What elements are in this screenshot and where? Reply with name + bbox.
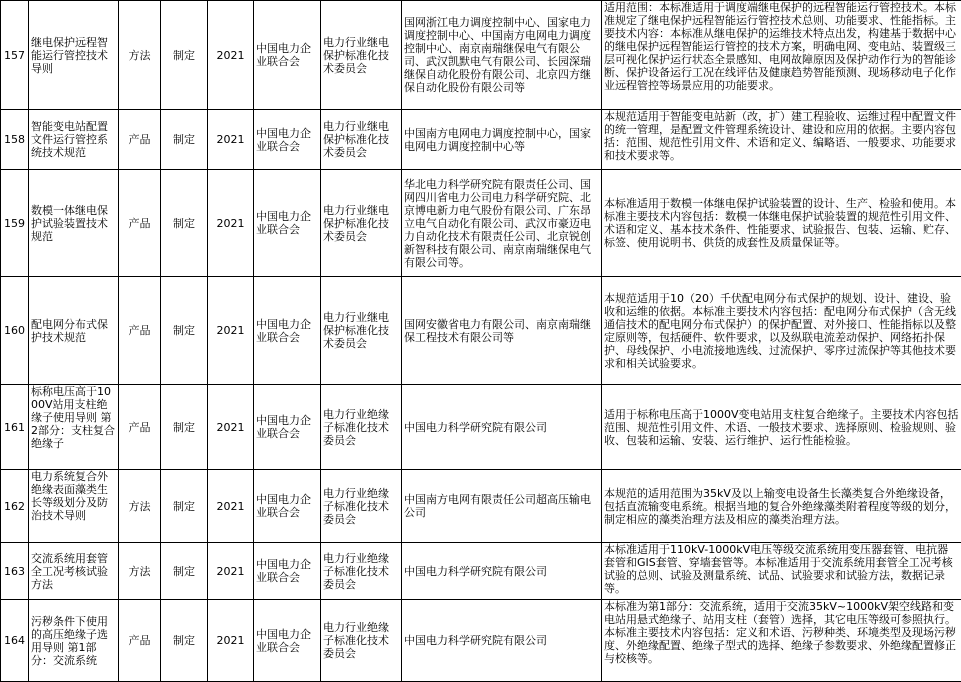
standard-type: 方法 [119, 543, 161, 600]
scope-text: 适用范围：本标准适用于调度端继电保护的远程智能运行管控技术。本标准规定了继电保护远程智能运行管控技术总则、功能要求、性能指标。主要技术内容：本标准从继电保护的运维技术特点出发，构建基于数据中心的继电保护远程智能运行管控的技术方案，明确电网、变电站、装置级三层可视化保护运行状态全景感知、电网故障原因及保护动作行为的智能诊断、保护设备运行工况在线评估及健康趋势智能预测、现场移动电子化作业远程管控等场景应用的功能要求。 [604, 1, 959, 109]
standard-name: 配电网分布式保护技术规范 [29, 277, 119, 385]
standard-name-text: 电力系统复合外绝缘表面藻类生长等级划分及防治技术导则 [31, 470, 116, 542]
table-row [1, 600, 961, 682]
standard-action: 制定 [161, 110, 208, 170]
row-number: 163 [1, 543, 29, 600]
standard-type: 产品 [119, 110, 161, 170]
standard-type: 产品 [119, 600, 161, 682]
standard-drafters: 中国南方电网有限责任公司超高压输电公司 [402, 470, 602, 543]
table-row [1, 1, 961, 110]
standard-name: 继电保护远程智能运行管控技术导则 [29, 1, 119, 110]
standard-name [29, 470, 119, 543]
standard-scope [602, 600, 961, 682]
row-number: 160 [1, 277, 29, 385]
standard-drafters: 中国电力科学研究院有限公司 [402, 543, 602, 600]
standard-scope [602, 277, 961, 385]
standard-drafters: 国网安徽省电力有限公司、南京南瑞继保工程技术有限公司等 [402, 277, 602, 385]
standard-name: 智能变电站配置文件运行管控系统技术规范 [29, 110, 119, 170]
scope-text: 本标准适用于110kV-1000kV电压等级交流系统用变压器套管、电抗器套管和GIS套管、穿墙套管等。本标准适用于交流系统用套管全工况考核试验的总则、试验及测量系统、试品、试验要求和试验方法，数据记录等。 [604, 543, 959, 599]
standard-committee: 电力行业绝缘子标准化技术委员会 [321, 385, 402, 470]
table-row [1, 385, 961, 470]
standard-year: 2021 [208, 277, 254, 385]
row-number: 157 [1, 1, 29, 110]
standard-org: 中国电力企业联合会 [254, 170, 321, 277]
standard-name [29, 385, 119, 470]
standard-year: 2021 [208, 110, 254, 170]
standard-scope [602, 543, 961, 600]
standard-year: 2021 [208, 385, 254, 470]
row-number: 161 [1, 385, 29, 470]
standard-action: 制定 [161, 600, 208, 682]
standard-org: 中国电力企业联合会 [254, 1, 321, 110]
scope-text: 本标准为第1部分：交流系统，适用于交流35kV~1000kV架空线路和变电站用悬式绝缘子、站用支柱（套管）选择，其它电压等级可参照执行。本标准主要技术内容包括：定义和术语、污秽种类、环境类型及现场污秽度、外绝缘配置、绝缘子型式的选择、绝缘子参数要求、外绝缘配置修正与校核等。 [604, 600, 959, 681]
standard-year: 2021 [208, 600, 254, 682]
standard-drafters: 国网浙江电力调度控制中心、国家电力调度控制中心、中国南方电网电力调度控制中心、南京南瑞继保电气有限公司、武汉凯默电气有限公司、长园深瑞继保自动化股份有限公司、北京四方继保自动化股份有限公司等 [402, 1, 602, 110]
standard-committee: 电力行业绝缘子标准化技术委员会 [321, 600, 402, 682]
standard-committee: 电力行业继电保护标准化技术委员会 [321, 1, 402, 110]
standard-org: 中国电力企业联合会 [254, 600, 321, 682]
standard-name-text: 标称电压高于1000V站用支柱绝缘子使用导则 第2部分：支柱复合绝缘子 [31, 385, 116, 469]
standard-org: 中国电力企业联合会 [254, 110, 321, 170]
standard-scope [602, 470, 961, 543]
standard-org: 中国电力企业联合会 [254, 385, 321, 470]
table-row [1, 277, 961, 385]
standard-scope [602, 1, 961, 110]
standard-name: 数模一体继电保护试验装置技术规范 [29, 170, 119, 277]
table-row [1, 543, 961, 600]
standard-org: 中国电力企业联合会 [254, 543, 321, 600]
standard-type: 产品 [119, 277, 161, 385]
standard-scope [602, 385, 961, 470]
scope-text: 本规范的适用范围为35kV及以上输变电设备生长藻类复合外绝缘设备，包括直流输变电系统。根据当地的复合外绝缘藻类附着程度等级的划分，制定相应的藻类治理方法及相应的藻类治理方法。 [604, 487, 959, 526]
table-row [1, 110, 961, 170]
standard-year: 2021 [208, 170, 254, 277]
standard-type: 产品 [119, 385, 161, 470]
table-row [1, 170, 961, 277]
standard-action: 制定 [161, 277, 208, 385]
standard-drafters: 中国电力科学研究院有限公司 [402, 385, 602, 470]
standard-action: 制定 [161, 170, 208, 277]
standard-action: 制定 [161, 470, 208, 543]
table-row [1, 470, 961, 543]
standard-type: 产品 [119, 170, 161, 277]
standard-type: 方法 [119, 1, 161, 110]
standard-org: 中国电力企业联合会 [254, 470, 321, 543]
standard-action: 制定 [161, 543, 208, 600]
standard-action: 制定 [161, 385, 208, 470]
row-number: 158 [1, 110, 29, 170]
standard-action: 制定 [161, 1, 208, 110]
row-number: 164 [1, 600, 29, 682]
standard-committee: 电力行业绝缘子标准化技术委员会 [321, 470, 402, 543]
standard-committee: 电力行业继电保护标准化技术委员会 [321, 110, 402, 170]
scope-text: 本标准适用于数模一体继电保护试验装置的设计、生产、检验和使用。本标准主要技术内容包括：数模一体继电保护试验装置的规范性引用文件、术语和定义、基本技术条件、性能要求、试验报告、包装、运输、贮存、标签、使用说明书、供货的成套性及质量保证等。 [604, 197, 959, 249]
standard-name: 交流系统用套管全工况考核试验方法 [29, 543, 119, 600]
standard-scope [602, 110, 961, 170]
scope-text: 本规范适用于智能变电站新（改，扩）建工程验收、运维过程中配置文件的统一管理，是配置文件管理系统设计、建设和应用的依据。主要内容包括：范围、规范性引用文件、术语和定义、编略语、一般要求、功能要求和技术要求等。 [604, 110, 959, 169]
standard-year: 2021 [208, 1, 254, 110]
standard-drafters: 中国南方电网电力调度控制中心，国家电网电力调度控制中心等 [402, 110, 602, 170]
standard-year: 2021 [208, 543, 254, 600]
standard-committee: 电力行业继电保护标准化技术委员会 [321, 170, 402, 277]
standard-committee: 电力行业绝缘子标准化技术委员会 [321, 543, 402, 600]
standard-drafters: 华北电力科学研究院有限责任公司、国网四川省电力公司电力科学研究院、北京博电新力电气股份有限公司、广东昂立电气自动化有限公司、武汉市豪迈电力自动化技术有限责任公司、北京锐创新智科技有限公司、南京南瑞继保电气有限公司等。 [402, 170, 602, 277]
standard-type: 方法 [119, 470, 161, 543]
standard-org: 中国电力企业联合会 [254, 277, 321, 385]
standard-scope [602, 170, 961, 277]
row-number: 159 [1, 170, 29, 277]
standard-committee: 电力行业继电保护标准化技术委员会 [321, 277, 402, 385]
standard-year: 2021 [208, 470, 254, 543]
standard-name: 污秽条件下使用的高压绝缘子选用导则 第1部分：交流系统 [29, 600, 119, 682]
scope-text: 本规范适用于10（20）千伏配电网分布式保护的规划、设计、建设、验收和运维的依据。本标准主要技术内容包括：配电网分布式保护（含无线通信技术的配电网分布式保护）的保护配置、对外接口、性能指标以及整定原则等，包括硬件、软件要求，以及纵联电流差动保护、网络拓扑保护、母线保护、小电流接地选线、过流保护、零序过流保护等其他技术要求和相关试验要求。 [604, 292, 959, 370]
scope-text: 适用于标称电压高于1000V变电站用支柱复合绝缘子。主要技术内容包括范围、规范性引用文件、术语、一般技术要求、选择原则、检验规则、验收、包装和运输、安装、运行维护、运行性能检验。 [604, 408, 959, 447]
row-number: 162 [1, 470, 29, 543]
standard-drafters: 中国电力科学研究院有限公司 [402, 600, 602, 682]
